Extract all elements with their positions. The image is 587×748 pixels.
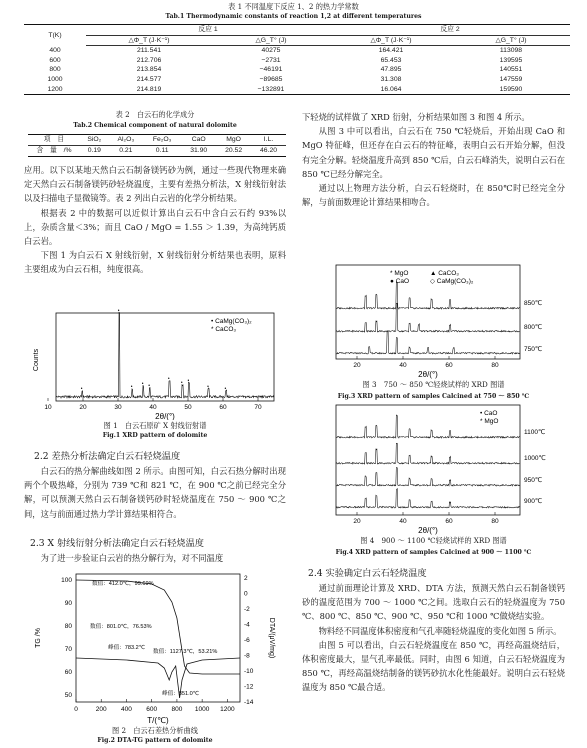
fig2-frame	[76, 574, 240, 702]
table-cell: 113098	[499, 47, 523, 55]
table1-h-dphi-2: △Φ_T (J·K⁻¹)	[330, 35, 452, 46]
table-row	[28, 146, 286, 157]
fig4-legend-1: • CaO	[480, 410, 498, 417]
section-2-4-text	[302, 581, 565, 695]
table-cell: 0.21	[109, 146, 143, 157]
fig2-left-tick-label: 50	[64, 692, 72, 699]
table1-caption-cn: 表 1 不同温度下反应 1、2 的热力学常数	[228, 2, 359, 11]
fig2-xlabel: T/(℃)	[147, 716, 169, 725]
fig3-xlabel: 2θ/(°)	[418, 370, 438, 379]
fig2-x-tick-label: 0	[74, 706, 78, 713]
fig4-x-ticks	[353, 512, 499, 525]
table2-header-cell: CaO	[181, 135, 216, 146]
fig1-tick-label: 40	[149, 404, 157, 411]
fig2-annotation-2: 数值：801.0℃，76.53%	[90, 624, 152, 630]
fig1-caption-en: Fig.1 XRD pattern of dolomite	[102, 432, 208, 439]
paragraph: 应用。以下以某地天然白云石制备镁钙砂为例，通过一些现代物理来确定天然白云石制备镁钙砂轻烧温度，主要有差热分析法，X 射线衍射法以及扫描电子显微镜等。表 2 列出白云岩的化学分析结果。	[24, 165, 286, 204]
fig1-tick-label: 20	[79, 404, 87, 411]
fig1-peak-marker: •	[148, 383, 150, 389]
table2-caption-cn: 表 2 白云石的化学成分	[115, 110, 195, 119]
fig4-legend-2: * MgO	[480, 418, 499, 425]
fig3-xrd-chart	[330, 262, 552, 379]
fig1-caption-cn: 图 1 白云石原矿 X 射线衍射谱	[103, 421, 207, 430]
table2-header-cell: Fe₂O₃	[143, 135, 181, 146]
fig2-x-tick-label: 400	[121, 706, 132, 713]
fig3-caption-cn: 图 3 750 ～ 850 ℃轻烧试样的 XRD 图谱	[362, 380, 505, 389]
fig1-peak-marker: •	[80, 386, 83, 392]
table-cell: 0.11	[143, 146, 181, 157]
table1-h-dg-2: △G_T° (J)	[452, 35, 570, 46]
fig2-left-tick-label: 60	[64, 669, 72, 676]
fig1-ylabel: Counts	[33, 348, 40, 372]
table-cell: 213.854	[136, 66, 162, 74]
fig2-right-tick-label: -8	[244, 652, 250, 660]
fig1-frame	[56, 313, 274, 401]
xrd-tick-label: 80	[491, 518, 499, 525]
section-2-3-text	[24, 551, 286, 565]
right-body-text	[302, 110, 565, 209]
fig2-annotation-1: 数值：412.0℃，99.69%	[92, 581, 154, 587]
fig2-annotation-3: 峰值：783.2℃	[108, 645, 146, 651]
table-cell: 65.453	[380, 56, 402, 64]
table-row	[24, 65, 570, 75]
xrd-tick-label: 20	[353, 518, 361, 525]
fig4-label-950: 950℃	[524, 477, 543, 484]
paragraph: 下图 1 为白云石 X 射线衍射，X 射线衍射分析结果也表明，原料主要组成为白云石相，纯度很高。	[24, 250, 286, 275]
fig1-peak-marker: •	[224, 386, 227, 392]
fig2-annotation-4: 数值：1127.3℃，53.21%	[153, 649, 218, 655]
paragraph: 根据表 2 中的数据可以近似计算出白云石中含白云石约 93%以上，杂质含量＜3%；而且 CaO / MgO = 1.55 ＞ 1.39，为高纯钙质白云岩。	[24, 207, 286, 247]
fig2-ylabel-right: DTA/(μV/mg)	[268, 617, 275, 659]
table-cell: 0.19	[80, 146, 109, 157]
fig4-xrd-chart	[330, 402, 552, 535]
table2-header-cell: MgO	[216, 135, 251, 146]
table2-header-cell: 项 目	[28, 135, 80, 146]
fig2-x-tick-label: 200	[95, 706, 107, 713]
xrd-tick-label: 60	[445, 362, 453, 369]
fig2-right-tick-label: -4	[244, 621, 250, 629]
fig2-dta-curve	[76, 658, 240, 698]
fig3-legend-2: ▲ CaCO₃	[430, 270, 459, 277]
table-cell: 139595	[499, 56, 523, 64]
table-cell: 1200	[24, 85, 86, 95]
fig3-frame	[336, 265, 520, 359]
table2-caption-en: Tab.2 Chemical component of natural dolomite	[73, 122, 237, 129]
table-cell: 含 量 /%	[28, 146, 80, 157]
fig1-peak-markers	[81, 308, 227, 392]
table2	[28, 134, 286, 157]
xrd-trace	[336, 282, 520, 309]
table2-header-cell: I.L.	[251, 135, 286, 146]
fig1-legend-2: * CaCO₃	[211, 326, 237, 333]
table-cell: 16.064	[330, 85, 452, 95]
table2-header-cell: Al₂O₃	[109, 135, 143, 146]
xrd-tick-label: 40	[399, 518, 407, 525]
xrd-trace	[336, 443, 520, 464]
paragraph: 由图 5 可以看出，白云石轻烧温度在 850 ℃，再经高温烧结后，体积密度最大，显气孔率最低。同时，由图 6 知道，白云石轻烧温度为 850 ℃，再经高温烧结制备的镁钙砂抗水化性能最好。说明白云石轻烧温度为 850 ℃最合适。	[302, 639, 565, 693]
table-cell: 600	[49, 56, 61, 64]
table-cell: −132891	[212, 85, 330, 95]
fig1-xrd-chart	[24, 308, 286, 420]
fig4-xlabel: 2θ/(°)	[418, 526, 438, 535]
fig1-tick-label: 60	[219, 404, 227, 411]
table-cell: 20.52	[216, 146, 251, 157]
fig3-legend-1: * MgO	[390, 270, 409, 277]
fig2-left-tick-label: 100	[61, 577, 72, 584]
paragraph: 为了进一步验证白云岩的热分解行为，对不同温度	[40, 553, 224, 563]
table-row	[24, 85, 570, 95]
fig3-x-ticks	[353, 356, 499, 369]
fig2-right-tick-label: 2	[244, 575, 248, 582]
table-cell: 400	[49, 46, 61, 54]
table1-h-dg-1: △G_T° (J)	[212, 35, 330, 46]
table-cell: −89685	[259, 75, 283, 83]
xrd-trace	[336, 489, 520, 508]
fig1-peak-marker: •	[141, 381, 144, 387]
fig2-right-tick-label: -6	[244, 637, 250, 644]
table1-col-t: T(K)	[24, 25, 86, 46]
fig1-tick-label: 30	[114, 404, 122, 411]
xrd-trace	[336, 331, 520, 354]
paragraph: 白云石的热分解曲线如图 2 所示。由图可知，白云石热分解时出现两个个吸热峰，分别为 739 ℃和 821 ℃，在 900 ℃之前已经完全分解，可以预测天然白云石制备镁钙砂时轻烧温度在 750 ～ 900 ℃之间，这与前面通过热力学计算结果相符合。	[24, 466, 286, 519]
fig4-label-1000: 1000℃	[524, 455, 546, 462]
paragraph: 物料经不同温度体积密度和气孔率随轻烧温度的变化如图 5 所示。	[318, 625, 562, 636]
xrd-tick-label: 60	[445, 518, 453, 525]
table-cell: 159590	[452, 85, 570, 95]
fig4-label-900: 900℃	[524, 498, 543, 505]
table-row	[24, 75, 570, 85]
fig1-peak-marker: •	[130, 384, 133, 390]
table-cell: 214.577	[136, 75, 162, 83]
table1-caption-en: Tab.1 Thermodynamic constants of reaction 1,2 at different temperatures	[165, 13, 422, 20]
fig1-peak-marker: •	[187, 378, 190, 384]
table1	[24, 24, 570, 95]
table-cell: −46191	[259, 66, 283, 74]
fig1-peak-marker: •	[180, 380, 183, 386]
fig1-tick-label: 10	[44, 404, 52, 411]
table-row	[24, 46, 570, 56]
paragraph: 从图 3 中可以看出，白云石在 750 ℃轻烧后，开始出现 CaO 和 MgO 特征峰，但还存在白云石的特征峰，表明白云石开始分解，但没有完全分解。轻烧温度升高到 850 ℃后，白云石峰消失，说明白云石在 850 ℃已经分解完全。	[302, 126, 565, 179]
fig2-caption-cn: 图 2 白云石差热分析曲线	[112, 726, 198, 735]
table-cell: 164.421	[378, 47, 404, 55]
xrd-tick-label: 20	[353, 362, 361, 369]
table-cell: 1000	[47, 75, 63, 83]
table-cell: 214.819	[86, 85, 212, 95]
fig4-label-1100: 1100℃	[524, 429, 546, 436]
fig4-caption-en: Fig.4 XRD pattern of samples Calcined at 900 ～ 1100 ℃	[335, 549, 532, 556]
table-cell: 31.308	[380, 75, 402, 83]
fig2-right-tick-label: -2	[244, 606, 250, 613]
section-2-4-title: 2.4 实验确定白云石轻烧温度	[308, 568, 427, 579]
fig3-legend-3: ● CaO	[390, 278, 410, 285]
table-cell: 46.20	[251, 146, 286, 157]
left-body-text	[24, 163, 286, 277]
table-cell: 140551	[499, 66, 523, 74]
fig1-peak-marker: •	[167, 376, 170, 382]
fig2-caption-en: Fig.2 DTA-TG pattern of dolomite	[97, 737, 213, 744]
table2-header-cell: SiO₂	[80, 135, 109, 146]
fig2-ylabel-left: TG /%	[35, 628, 42, 648]
table1-reaction1: 反应 1	[86, 25, 330, 36]
fig2-left-tick-label: 70	[64, 646, 72, 653]
fig2-right-tick-label: -12	[244, 683, 254, 691]
table-cell: 800	[49, 66, 61, 74]
fig1-peak-marker: •	[207, 384, 209, 390]
fig2-left-tick-label: 90	[64, 600, 72, 607]
xrd-trace	[336, 468, 520, 487]
fig2-x-tick-label: 600	[146, 706, 158, 713]
xrd-tick-label: 40	[399, 362, 407, 369]
table-cell: 212.706	[136, 56, 162, 64]
fig3-label-800: 800℃	[524, 324, 543, 331]
fig4-caption-cn: 图 4 900 ～ 1100 ℃轻烧试样的 XRD 图谱	[360, 536, 507, 545]
fig2-x-tick-label: 1000	[194, 706, 210, 713]
fig3-caption-en: Fig.3 XRD pattern of samples Calcined at 750 ～ 850 ℃	[337, 393, 530, 400]
fig3-label-850: 850℃	[524, 300, 543, 307]
fig1-peak-marker: •	[117, 308, 120, 314]
xrd-tick-label: 80	[491, 362, 499, 369]
table-cell: −2731	[261, 56, 281, 64]
fig2-annotation-5: 峰值：851.0℃	[162, 691, 200, 697]
paragraph: 下轻烧的试样做了 XRD 衍射，分析结果如图 3 和图 4 所示。	[302, 112, 530, 122]
fig1-legend-1: • CaMg(CO₃)₂	[211, 318, 252, 325]
fig3-legend-4: ◇ CaMg(CO₃)₂	[430, 278, 474, 285]
table-cell: 31.90	[181, 146, 216, 157]
fig1-trace	[56, 312, 274, 398]
paragraph: 通过以上物理方法分析，白云石轻烧时，在 850℃时已经完全分解，与前面数理论计算结果相吻合。	[302, 183, 565, 208]
table-cell: 47.895	[380, 66, 402, 74]
paragraph: 通过前面理论计算及 XRD、DTA 方法，预测天然白云石制备镁钙砂的温度范围为 700 ～ 1000 ℃之间。选取白云石的轻烧温度为 750 ℃、800 ℃、850 ℃、900 ℃、950 ℃和 1000 ℃做烧结实验。	[302, 583, 565, 622]
section-2-2-title: 2.2 差热分析法确定白云石轻烧温度	[34, 451, 181, 462]
table-cell: 147559	[499, 75, 523, 83]
fig2-x-tick-label: 1200	[220, 706, 235, 713]
fig2-ticks	[61, 575, 254, 713]
table-cell: 211.541	[136, 47, 162, 55]
fig1-tick-label: 70	[254, 404, 262, 411]
fig1-xlabel: 2θ/(°)	[155, 412, 175, 420]
fig1-x-ticks	[44, 398, 262, 411]
table1-h-dphi-1: △Φ_T (J·K⁻¹)	[86, 35, 212, 46]
fig2-x-tick-label: 800	[171, 706, 183, 713]
section-2-3-title: 2.3 X 射线衍射分析法确定白云石轻烧温度	[30, 538, 204, 549]
section-2-2-text	[24, 464, 286, 521]
fig3-label-750: 750℃	[524, 346, 543, 353]
fig3-traces	[336, 282, 520, 354]
fig2-right-tick-label: 0	[244, 590, 248, 598]
table1-reaction2: 反应 2	[330, 25, 570, 36]
fig2-right-tick-label: -14	[244, 699, 254, 706]
table-cell: 40275	[261, 47, 281, 55]
fig1-tick-label: 50	[184, 404, 192, 411]
table-row	[24, 56, 570, 66]
fig2-left-tick-label: 80	[64, 623, 72, 630]
fig2-dta-tg-chart	[24, 568, 286, 728]
fig2-right-tick-label: -10	[244, 668, 254, 675]
fig4-traces	[336, 415, 520, 508]
